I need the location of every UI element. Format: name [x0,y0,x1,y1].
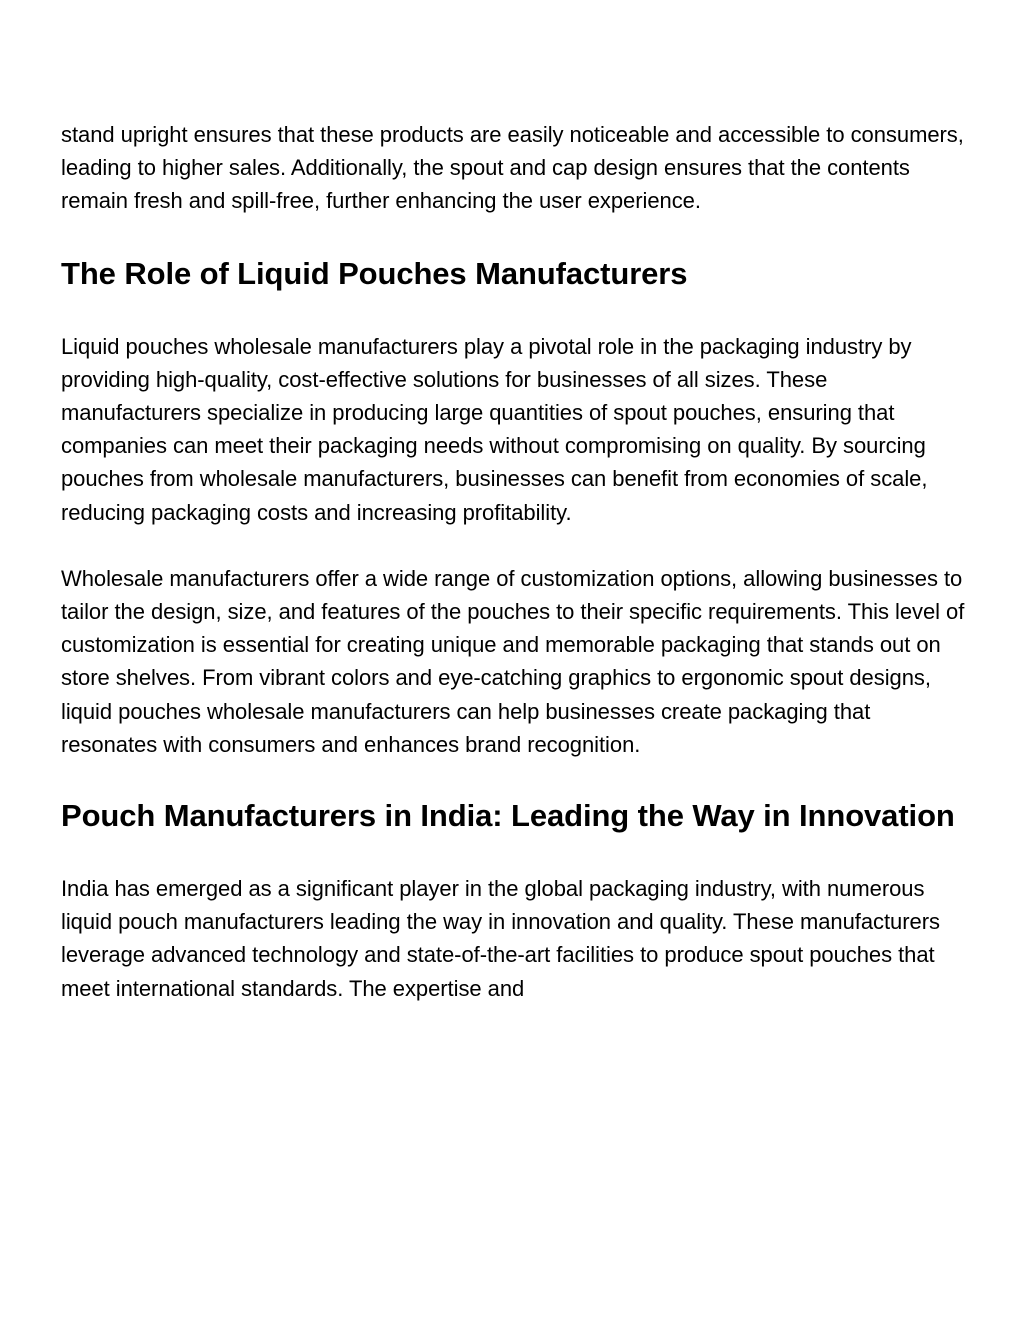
role-paragraph-2: Wholesale manufacturers offer a wide range of customization options, allowing businesses to tailor the design, size, and features of the pouches to their specific requirements. This level of customization is essential for creating unique and memorable packaging that stands out on store shelves. From vibrant colors and eye-catching graphics to ergonomic spout designs, liquid pouches wholesale manufacturers can help businesses create packaging that resonates with consumers and enhances brand recognition. [61,565,965,757]
india-paragraph: India has emerged as a significant player in the global packaging industry, with numerous liquid pouch manufacturers leading the way in innovation and quality. These manufacturers leverage advanced technology and state-of-the-art facilities to produce spout pouches that meet international standards. The expertise and [61,876,940,1001]
intro-paragraph: stand upright ensures that these products are easily noticeable and accessible to consumers, leading to higher sales. Additionally, the spout and cap design ensures that the contents remain fresh and spill-free, further enhancing the user experience. [61,122,964,214]
role-paragraph-1: Liquid pouches wholesale manufacturers play a pivotal role in the packaging industry by providing high-quality, cost-effective solutions for businesses of all sizes. These manufacturers specialize in producing large quantities of spout pouches, ensuring that companies can meet their packaging needs without compromising on quality. By sourcing pouches from wholesale manufacturers, businesses can benefit from economies of scale, reducing packaging costs and increasing profitability. [61,333,928,525]
section-heading-role: The Role of Liquid Pouches Manufacturers [61,255,688,291]
document-page [61,118,971,1005]
section-heading-india: Pouch Manufacturers in India: Leading the Way in Innovation [61,798,955,834]
